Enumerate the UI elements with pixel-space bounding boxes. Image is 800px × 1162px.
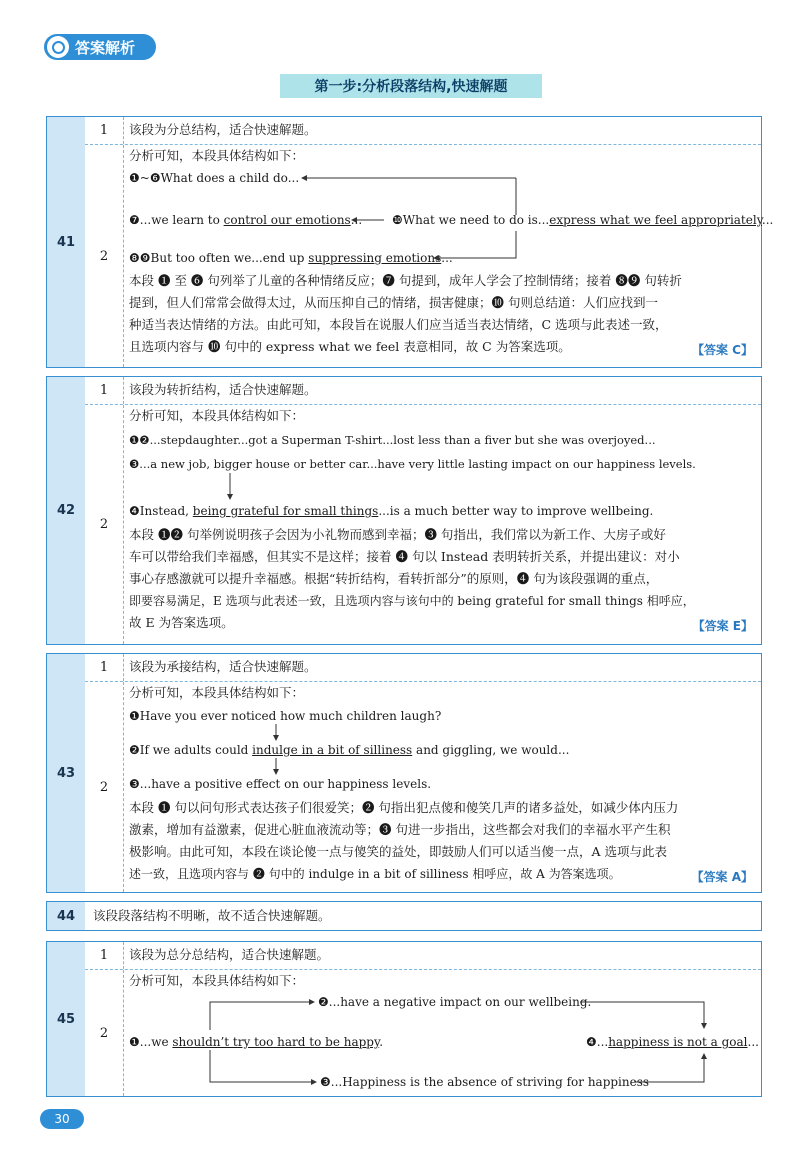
- explanation-line-1: 本段 ❶ 句以问句形式表达孩子们很爱笑；❷ 句指出犯点傻和傻笑几声的诸多益处，如减少体内压力: [129, 800, 679, 815]
- explanation-line-4: 且选项内容与 ❿ 句中的 express what we feel 表意相同，故 C 为答案选项。: [129, 339, 571, 354]
- section-title: 答案解析: [75, 38, 136, 57]
- answer-label: 【答案 C】: [692, 343, 753, 357]
- structure-sentence-7: ❼...we learn to control our emotions...: [129, 213, 363, 227]
- row-text: 该段段落结构不明晰，故不适合快速解题。: [93, 908, 331, 923]
- row-index: 2: [85, 682, 124, 892]
- row-index: 2: [85, 145, 124, 367]
- row-index: 1: [85, 117, 124, 144]
- structure-sentence-2: ❷...have a negative impact on our wellbeing.: [318, 995, 592, 1009]
- explanation-line-1: 本段 ❶❷ 句举例说明孩子会因为小礼物而感到幸福；❸ 句指出，我们常以为新工作、大房子或好: [129, 527, 666, 542]
- structure-sentence-3: ❸...have a positive effect on our happiness levels.: [129, 777, 432, 791]
- explanation-line-5: 故 E 为答案选项。: [129, 615, 234, 630]
- structure-arrows: [124, 145, 764, 285]
- answer-label: 【答案 E】: [692, 619, 753, 633]
- question-number: 41: [47, 117, 85, 367]
- explanation-line-2: 激素，增加有益激素，促进心脏血液流动等；❸ 句进一步指出，这些都会对我们的幸福水平产生积: [129, 822, 671, 837]
- structure-sentence-3: ❸...a new job, bigger house or better car...have very little lasting impact on our happiness levels.: [129, 457, 696, 471]
- structure-arrows: [124, 682, 764, 792]
- row-text: 该段为承接结构，适合快速解题。: [129, 659, 317, 674]
- section-badge: [44, 34, 156, 60]
- analysis-intro: 分析可知，本段具体结构如下：: [129, 408, 305, 423]
- question-number: 44: [47, 902, 85, 930]
- structure-arrows: [124, 405, 764, 525]
- explanation-line-4: 即要容易满足，E 选项与此表述一致，且选项内容与该句中的 being grateful for small things 相呼应，: [129, 594, 695, 608]
- magnifier-icon: [47, 36, 69, 58]
- row-text: 该段为总分总结构，适合快速解题。: [129, 947, 330, 962]
- row-index: 1: [85, 377, 124, 404]
- structure-sentence-2: ❷If we adults could indulge in a bit of silliness and giggling, we would...: [129, 743, 570, 757]
- analysis-intro: 分析可知，本段具体结构如下：: [129, 148, 305, 163]
- row-index: 2: [85, 405, 124, 644]
- question-45-block: [46, 941, 762, 1097]
- row-index: 1: [85, 942, 124, 969]
- question-41-block: [46, 116, 774, 368]
- structure-sentence-3: ❸...Happiness is the absence of striving for happiness: [320, 1075, 650, 1089]
- row-text: 该段为转折结构，适合快速解题。: [129, 382, 317, 397]
- row-index: 2: [85, 970, 124, 1096]
- explanation-line-3: 事心存感激就可以提升幸福感。根据“转折结构，看转折部分”的原则，❹ 句为该段强调的重点，: [129, 571, 659, 586]
- question-number: 43: [47, 654, 85, 892]
- question-44-block: [46, 901, 762, 931]
- question-number: 45: [47, 942, 85, 1096]
- structure-sentence-1-6: ❶~❻What does a child do...: [129, 171, 300, 185]
- structure-sentence-1: ❶...we shouldn’t try too hard to be happy.: [129, 1035, 384, 1049]
- structure-sentence-4: ❹Instead, being grateful for small things...is a much better way to improve wellbeing.: [129, 504, 654, 518]
- explanation-line-2: 提到，但人们常常会做得太过，从而压抑自己的情绪，损害健康；❿ 句则总结道：人们应找到一: [129, 295, 658, 310]
- explanation-line-4: 述一致，且选项内容与 ❷ 句中的 indulge in a bit of silliness 相呼应，故 A 为答案选项。: [129, 867, 621, 881]
- answer-label: 【答案 A】: [691, 870, 753, 884]
- structure-arrows: [124, 970, 764, 1096]
- structure-sentence-1: ❶Have you ever noticed how much children laugh?: [129, 709, 442, 723]
- structure-sentence-1-2: ❶❷...stepdaughter...got a Superman T-shirt...lost less than a fiver but she was overjoyed...: [129, 433, 656, 447]
- row-index: 1: [85, 654, 124, 681]
- analysis-intro: 分析可知，本段具体结构如下：: [129, 973, 305, 988]
- structure-sentence-8-9: ❽❾But too often we...end up suppressing emotions...: [129, 251, 453, 265]
- explanation-line-3: 种适当表达情绪的方法。由此可知，本段旨在说服人们应当适当表达情绪，C 选项与此表述一致，: [129, 317, 668, 332]
- explanation-line-2: 车可以带给我们幸福感，但其实不是这样；接着 ❹ 句以 Instead 表明转折关系，并提出建议：对小: [129, 549, 680, 564]
- structure-sentence-10: ❿What we need to do is...express what we feel appropriately...: [392, 213, 774, 227]
- structure-sentence-4: ❹...happiness is not a goal...: [586, 1035, 759, 1049]
- question-42-block: [46, 376, 762, 645]
- question-number: 42: [47, 377, 85, 644]
- explanation-line-1: 本段 ❶ 至 ❻ 句列举了儿童的各种情绪反应；❼ 句提到，成年人学会了控制情绪；接着 ❽❾ 句转折: [129, 273, 682, 288]
- analysis-intro: 分析可知，本段具体结构如下：: [129, 685, 305, 700]
- explanation-line-3: 极影响。由此可知，本段在谈论傻一点与傻笑的益处，即鼓励人们可以适当傻一点，A 选项与此表: [129, 844, 668, 859]
- step-title: 第一步:分析段落结构,快速解题: [280, 74, 542, 98]
- question-43-block: [46, 653, 762, 893]
- page-number: 30: [40, 1109, 84, 1129]
- row-text: 该段为分总结构，适合快速解题。: [129, 122, 317, 137]
